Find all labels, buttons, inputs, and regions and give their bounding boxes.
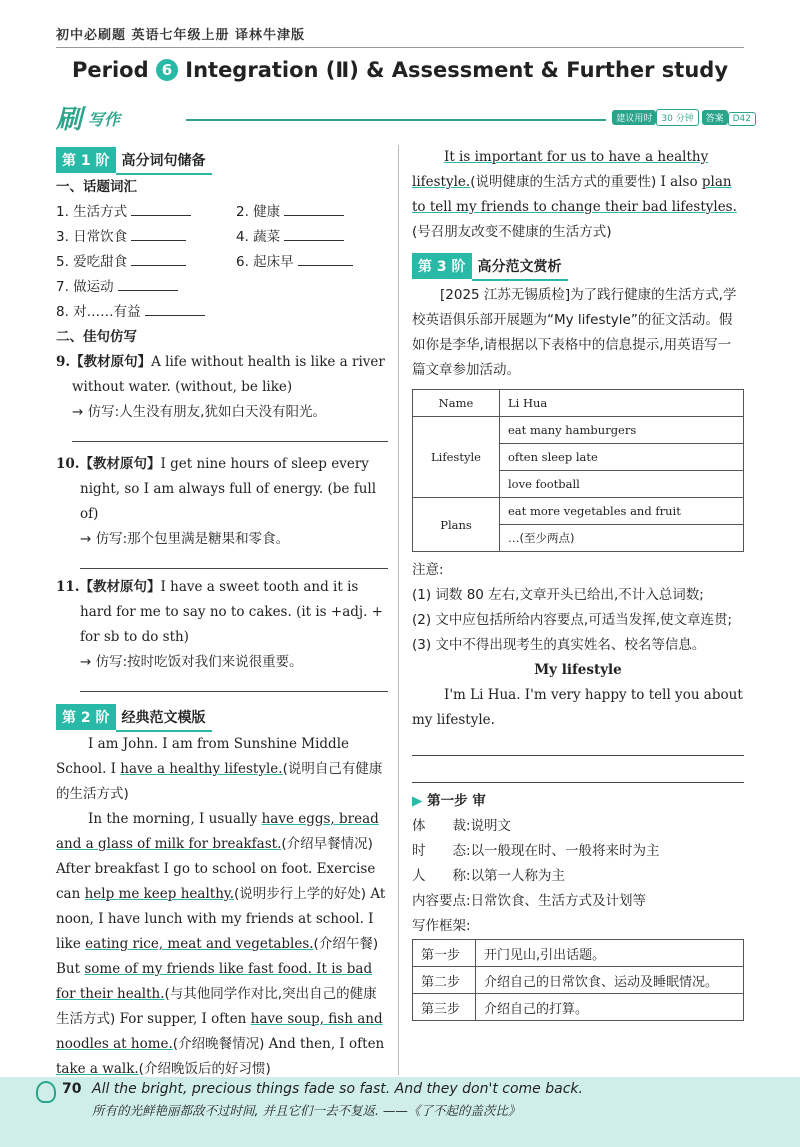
question-11: 11.【教材原句】I have a sweet tooth and it is hard for me to say no to cakes. (it is +adj. + for sb to do sth) <box>56 579 383 645</box>
answer-blank[interactable] <box>131 201 191 216</box>
vocab-item: 8. 对……有益 <box>56 300 236 325</box>
essay-start: I'm Li Hua. I'm very happy to tell you about my lifestyle. <box>412 687 743 728</box>
model-para-1: I am John. I am from Sunshine Middle School. I have a healthy lifestyle.(说明自己有健康的生活方式) <box>56 736 383 802</box>
analysis-row: 时 态:以一般现在时、一般将来时为主 <box>412 843 660 859</box>
vocab-item: 4. 蔬菜 <box>236 225 386 250</box>
analysis-row: 人 称:以第一人称为主 <box>412 868 566 884</box>
model-para-3: It is important for us to have a healthy lifestyle.(说明健康的生活方式的重要性) I also plan to tell my friends to change their bad lifestyles.(号召朋友改变不健康的生活方式) <box>412 149 737 240</box>
note-2: (2) 文中应包括所给内容要点,可适当发挥,使文章连贯; <box>412 612 733 628</box>
vocab-item: 5. 爱吃甜食 <box>56 250 236 275</box>
section-line <box>186 119 606 121</box>
answer-blank[interactable] <box>284 226 344 241</box>
answer-blank[interactable] <box>118 276 178 291</box>
period-number-badge: 6 <box>156 59 178 81</box>
frame-title: 写作框架: <box>412 918 471 934</box>
vocab-item: 1. 生活方式 <box>56 200 236 225</box>
quote-cn: 所有的光鲜艳丽都敌不过时间, 并且它们一去不复返. ——《了不起的盖茨比》 <box>92 1103 521 1118</box>
time-badge <box>612 109 756 126</box>
model-para-2: In the morning, I usually have eggs, bread and a glass of milk for breakfast.(介绍早餐情况) After breakfast I go to school on foot. Exercise can help me keep healthy.(说明步行上学的好处) At noon, I have lunch with my friends at school. I like eating rice, meat and vegetables.(介绍午餐) But some of my friends like fast food. It is bad for their health.(与其他同学作对比,突出自己的健康生活方式) For supper, I often have soup, fish and noodles at home.(介绍晚餐情况) And then, I often take a walk.(介绍晚饭后的好习惯) <box>56 811 386 1077</box>
answer-line[interactable] <box>80 568 388 569</box>
answer-line[interactable] <box>72 441 388 442</box>
stage2-tag: 第 2 阶 <box>56 704 116 730</box>
stage1-label: 高分词句储备 <box>116 147 212 175</box>
vocab-item: 2. 健康 <box>236 200 386 225</box>
q10-imitate: → 仿写:那个包里满是糖果和零食。 <box>80 531 290 547</box>
quote-en: All the bright, precious things fade so fast. And they don't come back. <box>92 1081 583 1097</box>
answer-blank[interactable] <box>131 251 186 266</box>
note-1: (1) 词数 80 左右,文章开头已给出,不计入总词数; <box>412 587 704 603</box>
footer <box>0 1077 800 1147</box>
answer-blank[interactable] <box>298 251 353 266</box>
notes-title: 注意: <box>412 562 444 578</box>
answer-blank[interactable] <box>145 301 205 316</box>
q11-imitate: → 仿写:按时吃饭对我们来说很重要。 <box>80 654 303 670</box>
section-bar <box>56 103 756 135</box>
header-divider <box>56 47 744 48</box>
time-label: 建议用时 <box>612 110 656 125</box>
stage2-label: 经典范文模版 <box>116 704 212 732</box>
play-icon: ▶ <box>412 793 423 809</box>
essay-title: My lifestyle <box>534 662 622 678</box>
question-10: 10.【教材原句】I get nine hours of sleep every night, so I am always full of energy. (be full of) <box>56 456 377 522</box>
page-title <box>0 58 800 82</box>
question-9: 9.【教材原句】A life without health is like a river without water. (without, be like) <box>56 354 385 395</box>
answer-blank[interactable] <box>284 201 344 216</box>
lightbulb-icon <box>36 1081 56 1103</box>
answer-line[interactable] <box>412 782 744 783</box>
stage3-label: 高分范文赏析 <box>472 253 568 281</box>
answer-blank[interactable] <box>131 226 186 241</box>
vocab-list <box>56 200 388 325</box>
answer-line[interactable] <box>80 691 388 692</box>
stage1-tag: 第 1 阶 <box>56 147 116 173</box>
page-number: 70 <box>62 1081 82 1097</box>
task-prompt: [2025 江苏无锡质检]为了践行健康的生活方式,学校英语俱乐部开展题为“My lifestyle”的征文活动。假如你是李华,请根据以下表格中的信息提示,用英语写一篇文章参加活动。 <box>412 287 737 378</box>
q9-imitate: → 仿写:人生没有朋友,犹如白天没有阳光。 <box>72 404 326 420</box>
series-header: 初中必刷题 英语七年级上册 译林牛津版 <box>56 28 306 43</box>
right-column <box>412 145 744 1021</box>
stage1-header <box>56 147 388 171</box>
step-title: ▶ 第一步 审 <box>412 793 486 809</box>
frame-table: 第一步 开门见山,引出话题。 第二步 介绍自己的日常饮食、运动及睡眠情况。 第三步 介绍自己的打算。 <box>412 939 744 1021</box>
stage2-header <box>56 704 388 728</box>
imitation-heading: 二、佳句仿写 <box>56 329 137 345</box>
vocab-item: 3. 日常饮食 <box>56 225 236 250</box>
time-value: 30 分钟 <box>656 109 698 126</box>
vocab-heading: 一、话题词汇 <box>56 179 137 195</box>
section-label: 写作 <box>88 110 121 129</box>
stage3-header <box>412 253 744 277</box>
left-column <box>56 147 388 1082</box>
answer-label: 答案 <box>702 110 728 125</box>
info-table: Name Li Hua Lifestyle eat many hamburgers often sleep late love football Plans eat more vegetables and fruit …(至少两点) <box>412 389 744 552</box>
title-prefix: Period <box>71 58 149 82</box>
column-divider <box>398 145 399 1075</box>
answer-line[interactable] <box>412 755 744 756</box>
analysis-row: 内容要点:日常饮食、生活方式及计划等 <box>412 893 647 909</box>
note-3: (3) 文中不得出现考生的真实姓名、校名等信息。 <box>412 637 706 653</box>
section-big-char: 刷 <box>56 105 83 135</box>
answer-page: D42 <box>728 112 756 126</box>
vocab-item: 6. 起床早 <box>236 250 386 275</box>
analysis-row: 体 裁:说明文 <box>412 818 512 834</box>
stage3-tag: 第 3 阶 <box>412 253 472 279</box>
vocab-item: 7. 做运动 <box>56 275 236 300</box>
title-rest: Integration (Ⅱ) & Assessment & Further study <box>185 58 729 82</box>
